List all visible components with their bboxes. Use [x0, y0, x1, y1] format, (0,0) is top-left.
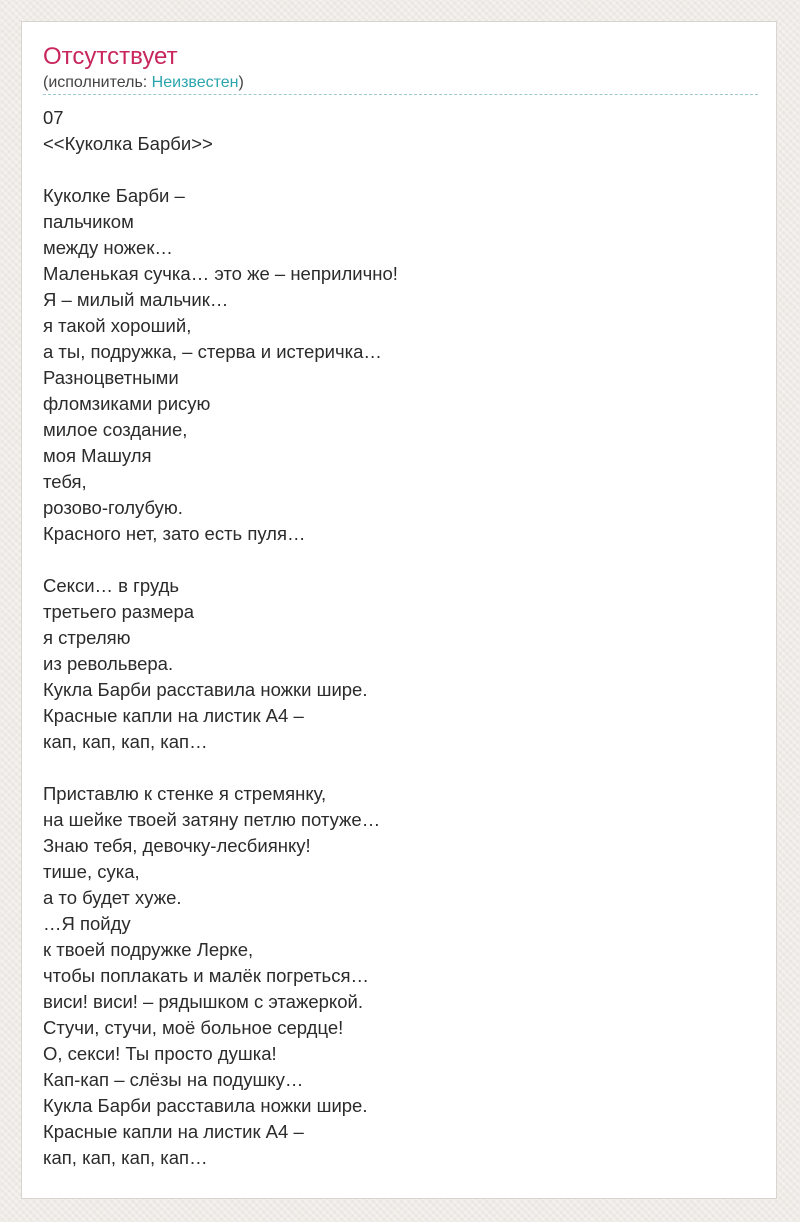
lyric-line: милое создание,: [43, 419, 188, 440]
performer-prefix: (исполнитель:: [43, 74, 152, 91]
lyric-line: Кукла Барби расставила ножки шире.: [43, 679, 368, 700]
lyric-line: О, секси! Ты просто душка!: [43, 1043, 277, 1064]
lyric-line: Красного нет, зато есть пуля…: [43, 523, 306, 544]
lyric-line: Кап-кап – слёзы на подушку…: [43, 1069, 304, 1090]
lyric-line: Красные капли на листик А4 –: [43, 1121, 304, 1142]
lyrics-text: [43, 105, 758, 1171]
performer-link[interactable]: Неизвестен: [151, 74, 239, 91]
lyric-line: Я – милый мальчик…: [43, 289, 229, 310]
lyric-line: Маленькая сучка… это же – неприлично!: [43, 263, 398, 284]
lyric-line: я стреляю: [43, 627, 131, 648]
stanza-break: [43, 157, 758, 183]
header-divider: [43, 94, 758, 95]
performer-line: [43, 73, 244, 93]
lyric-line: 07: [43, 107, 64, 128]
lyric-line: фломзиками рисую: [43, 393, 211, 414]
lyric-line: виси! виси! – рядышком с этажеркой.: [43, 991, 363, 1012]
lyric-line: из револьвера.: [43, 653, 174, 674]
performer-suffix: ): [238, 74, 244, 91]
stanza-break: [43, 755, 758, 781]
lyric-line: розово-голубую.: [43, 497, 183, 518]
lyric-line: Кукла Барби расставила ножки шире.: [43, 1095, 368, 1116]
lyric-line: кап, кап, кап, кап…: [43, 1147, 208, 1168]
lyric-line: Куколке Барби –: [43, 185, 185, 206]
lyric-line: …Я пойду: [43, 913, 131, 934]
lyric-line: Стучи, стучи, моё больное сердце!: [43, 1017, 344, 1038]
lyric-line: чтобы поплакать и малёк погреться…: [43, 965, 369, 986]
lyric-line: кап, кап, кап, кап…: [43, 731, 208, 752]
lyric-line: на шейке твоей затяну петлю потуже…: [43, 809, 381, 830]
lyric-line: моя Машуля: [43, 445, 152, 466]
stanza-break: [43, 547, 758, 573]
lyric-line: Приставлю к стенке я стремянку,: [43, 783, 327, 804]
lyric-line: я такой хороший,: [43, 315, 192, 336]
lyric-line: Красные капли на листик А4 –: [43, 705, 304, 726]
lyrics-card: [21, 21, 777, 1199]
lyric-line: Секси… в грудь: [43, 575, 180, 596]
lyric-line: к твоей подружке Лерке,: [43, 939, 254, 960]
lyric-line: а ты, подружка, – стерва и истеричка…: [43, 341, 382, 362]
lyric-line: а то будет хуже.: [43, 887, 182, 908]
lyric-line: тебя,: [43, 471, 87, 492]
lyric-line: <<Куколка Барби>>: [43, 133, 213, 154]
lyric-line: Знаю тебя, девочку-лесбиянку!: [43, 835, 311, 856]
lyric-line: третьего размера: [43, 601, 195, 622]
lyric-line: между ножек…: [43, 237, 173, 258]
lyric-line: Разноцветными: [43, 367, 179, 388]
song-title: Отсутствует: [43, 43, 178, 70]
lyric-line: тише, сука,: [43, 861, 140, 882]
lyric-line: пальчиком: [43, 211, 134, 232]
